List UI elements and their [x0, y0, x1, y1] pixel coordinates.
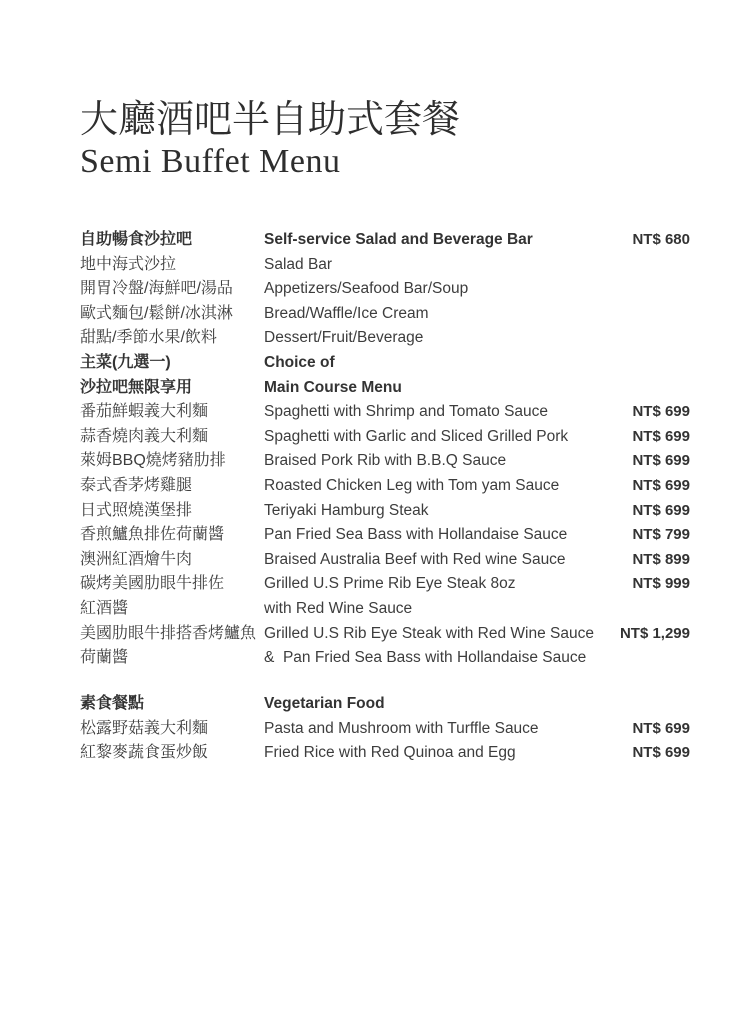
menu-row — [80, 472, 690, 497]
dish-name-english: Spaghetti with Garlic and Sliced Grilled Pork — [264, 427, 569, 445]
menu-vegetarian-section — [80, 690, 690, 764]
dish-price: NT$ 899 — [632, 550, 690, 568]
dish-price: NT$ 699 — [632, 744, 690, 762]
dish-name-chinese: 澳洲紅酒燴牛肉 — [80, 550, 193, 568]
dish-price: NT$ 699 — [632, 476, 690, 494]
dish-price: NT$ 1,299 — [619, 624, 690, 642]
menu-row — [80, 715, 690, 740]
dish-name-chinese: 沙拉吧無限享用 — [80, 378, 193, 396]
dish-price: NT$ 699 — [632, 403, 690, 421]
dish-name-english: Spaghetti with Shrimp and Tomato Sauce — [264, 403, 549, 421]
menu-row — [80, 739, 690, 764]
dish-price: NT$ 699 — [632, 452, 690, 470]
dish-name-chinese: 萊姆BBQ燒烤豬肋排 — [80, 452, 226, 470]
dish-name-chinese: 番茄鮮蝦義大利麵 — [80, 403, 209, 421]
dish-price: NT$ 699 — [632, 719, 690, 737]
dish-name-english: Grilled U.S Prime Rib Eye Steak 8oz — [264, 575, 516, 593]
dish-price: NT$ 699 — [632, 427, 690, 445]
dish-name-chinese: 紅黎麥蔬食蛋炒飯 — [80, 744, 209, 762]
menu-row — [80, 300, 690, 325]
dish-name-english: with Red Wine Sauce — [264, 599, 413, 617]
menu-row — [80, 690, 690, 715]
dish-name-english: Braised Australia Beef with Red wine Sauce — [264, 550, 566, 568]
menu-row — [80, 447, 690, 472]
dish-name-chinese: 甜點/季節水果/飲料 — [80, 329, 217, 347]
dish-name-english: Pan Fried Sea Bass with Hollandaise Sauce — [264, 526, 568, 544]
dish-name-chinese: 紅酒醬 — [80, 599, 129, 617]
menu-row — [80, 521, 690, 546]
dish-name-english: Salad Bar — [264, 255, 333, 273]
dish-name-chinese: 荷蘭醬 — [80, 649, 129, 667]
menu-row — [80, 349, 690, 374]
dish-name-english: Dessert/Fruit/Beverage — [264, 329, 424, 347]
menu-row — [80, 251, 690, 276]
menu-row — [80, 644, 690, 669]
menu-row — [80, 497, 690, 522]
dish-name-chinese: 松露野菇義大利麵 — [80, 719, 209, 737]
dish-name-english: Fried Rice with Red Quinoa and Egg — [264, 744, 516, 762]
dish-name-english: Roasted Chicken Leg with Tom yam Sauce — [264, 476, 560, 494]
dish-name-english: & Pan Fried Sea Bass with Hollandaise Sauce — [264, 649, 587, 667]
dish-name-english: Teriyaki Hamburg Steak — [264, 501, 429, 519]
menu-row — [80, 226, 690, 251]
dish-price: NT$ 680 — [632, 231, 690, 248]
dish-name-english: Appetizers/Seafood Bar/Soup — [264, 280, 469, 298]
dish-name-english: Choice of — [264, 353, 335, 371]
dish-name-english: Pasta and Mushroom with Turffle Sauce — [264, 719, 539, 737]
menu-title-block — [80, 98, 460, 179]
menu-title-english: Semi Buffet Menu — [80, 142, 341, 180]
menu-row — [80, 374, 690, 399]
dish-name-chinese: 泰式香茅烤雞腿 — [80, 476, 193, 494]
menu-row — [80, 620, 690, 645]
dish-price: NT$ 699 — [632, 501, 690, 519]
menu-row — [80, 275, 690, 300]
dish-name-chinese: 開胃冷盤/海鮮吧/湯品 — [80, 280, 233, 298]
menu-row — [80, 324, 690, 349]
menu-row — [80, 595, 690, 620]
dish-name-chinese: 自助暢食沙拉吧 — [80, 231, 193, 248]
dish-name-english: Bread/Waffle/Ice Cream — [264, 304, 429, 322]
dish-name-chinese: 主菜(九選一) — [80, 353, 171, 371]
dish-name-chinese: 歐式麵包/鬆餅/冰淇淋 — [80, 304, 233, 322]
menu-row — [80, 423, 690, 448]
dish-name-english: Braised Pork Rib with B.B.Q Sauce — [264, 452, 507, 470]
dish-name-chinese: 地中海式沙拉 — [80, 255, 177, 273]
menu-main-section — [80, 226, 690, 669]
dish-name-chinese: 香煎鱸魚排佐荷蘭醬 — [80, 526, 225, 544]
dish-name-chinese: 美國肋眼牛排搭香烤鱸魚 — [80, 624, 257, 642]
menu-title-chinese: 大廳酒吧半自助式套餐 — [80, 99, 461, 141]
menu-row — [80, 398, 690, 423]
dish-name-chinese: 日式照燒漢堡排 — [80, 501, 193, 519]
dish-name-chinese: 蒜香燒肉義大利麵 — [80, 427, 209, 445]
dish-name-english: Vegetarian Food — [264, 695, 385, 712]
menu-row — [80, 570, 690, 595]
dish-name-chinese: 素食餐點 — [80, 695, 145, 712]
dish-price: NT$ 799 — [632, 526, 690, 544]
dish-price: NT$ 999 — [632, 575, 690, 593]
dish-name-chinese: 碳烤美國肋眼牛排佐 — [80, 575, 225, 593]
menu-row — [80, 546, 690, 571]
dish-name-english: Grilled U.S Rib Eye Steak with Red Wine Sauce — [264, 624, 594, 642]
dish-name-english: Main Course Menu — [264, 378, 402, 396]
dish-name-english: Self-service Salad and Beverage Bar — [264, 231, 533, 248]
